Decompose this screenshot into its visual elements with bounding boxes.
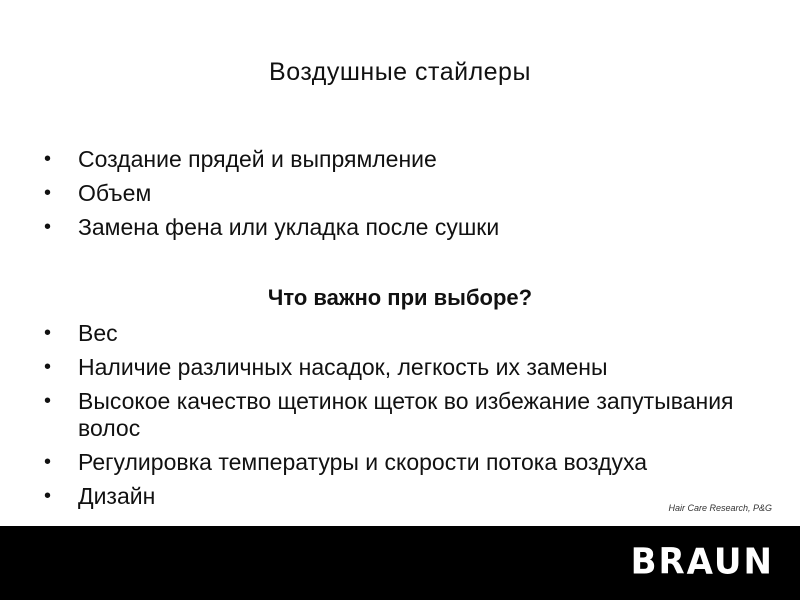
list-item xyxy=(44,320,764,347)
source-note: Hair Care Research, P&G xyxy=(668,503,772,513)
list-item xyxy=(44,180,764,207)
list-item-text: Дизайн xyxy=(78,483,156,509)
criteria-list xyxy=(44,320,764,517)
list-item-text: Замена фена или укладка после сушки xyxy=(78,214,500,240)
list-item xyxy=(44,483,764,510)
list-item-text: Высокое качество щетинок щеток во избежание запутывания волос xyxy=(78,388,734,441)
list-item-text: Вес xyxy=(78,320,118,346)
bullet-icon: • xyxy=(44,148,52,170)
bullet-icon: • xyxy=(44,356,52,378)
subheading: Что важно при выборе? xyxy=(267,285,533,310)
slide-title: Воздушные стайлеры xyxy=(269,58,531,86)
bullet-icon: • xyxy=(44,451,52,473)
list-item-text: Создание прядей и выпрямление xyxy=(78,146,437,172)
list-item-text: Регулировка температуры и скорости потока воздуха xyxy=(78,449,648,475)
list-item xyxy=(44,388,764,442)
bullet-icon: • xyxy=(44,322,52,344)
list-item-text: Объем xyxy=(78,180,152,206)
bullet-icon: • xyxy=(44,390,52,412)
footer-bar xyxy=(0,526,800,600)
bullet-icon: • xyxy=(44,485,52,507)
list-item-text: Наличие различных насадок, легкость их замены xyxy=(78,354,608,380)
bullet-icon: • xyxy=(44,182,52,204)
list-item xyxy=(44,354,764,381)
braun-logo: BRAUN xyxy=(630,541,774,583)
features-list xyxy=(44,146,764,248)
list-item xyxy=(44,449,764,476)
list-item xyxy=(44,146,764,173)
list-item xyxy=(44,214,764,241)
bullet-icon: • xyxy=(44,216,52,238)
